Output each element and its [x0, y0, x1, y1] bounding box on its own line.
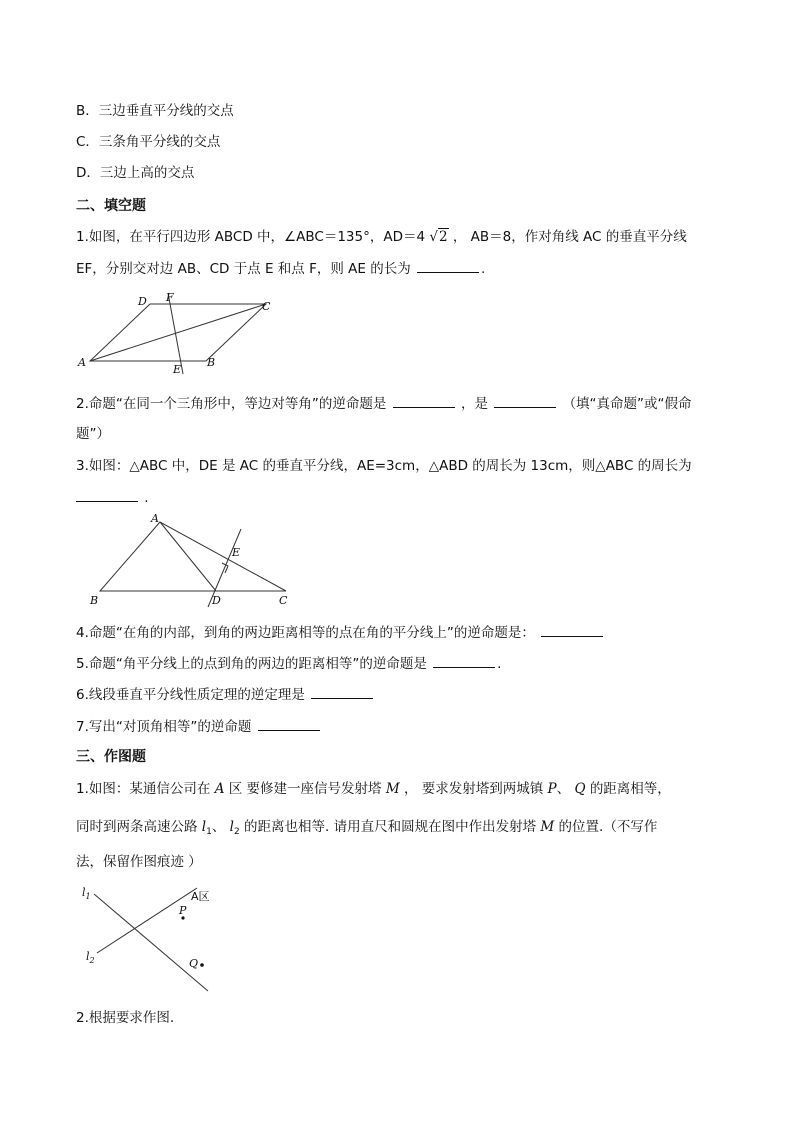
answer-blank[interactable] — [417, 258, 479, 273]
question-text: EF，分别交对边 AB、CD 于点 E 和点 F，则 AE 的长为 — [76, 261, 411, 277]
point-label-e: E — [173, 363, 182, 376]
question-text: 的距离也相等. 请用直尺和圆规在图中作出发射塔 — [244, 819, 537, 835]
question-7 — [76, 716, 322, 737]
question-text: 、 — [211, 819, 226, 835]
vertex-label-b: B — [90, 594, 99, 607]
question-3-line-1: 3.如图：△ABC 中，DE 是 AC 的垂直平分线，AE=3cm，△ABD 的周长为 13cm，则△ABC 的周长为 — [76, 458, 692, 474]
answer-blank[interactable] — [311, 684, 373, 699]
road-label-l2: $l_2$ — [86, 950, 95, 965]
math-var-p: P — [547, 781, 557, 797]
answer-blank[interactable] — [494, 393, 556, 408]
question-text: 5.命题“角平分线上的点到角的两边的距离相等”的逆命题是 — [76, 656, 427, 672]
option-d: D．三边上高的交点 — [76, 165, 195, 181]
question-text: ，是 — [460, 396, 488, 412]
option-c: C．三条角平分线的交点 — [76, 134, 221, 150]
question-text: 区 要修建一座信号发射塔 — [228, 781, 382, 797]
question-4 — [76, 622, 605, 643]
point-q — [200, 963, 204, 967]
math-var-a: A — [214, 781, 225, 797]
question-text: . — [481, 261, 486, 277]
answer-blank[interactable] — [541, 622, 603, 637]
question-text: 、 — [556, 781, 571, 797]
question-text: 的距离相等， — [589, 781, 671, 797]
triangle-figure — [76, 510, 306, 610]
answer-blank[interactable] — [433, 653, 495, 668]
question-2-line-2: 题”） — [76, 426, 110, 442]
question-text: 4.命题“在角的内部，到角的两边距离相等的点在角的平分线上”的逆命题是： — [76, 625, 535, 641]
question-text: . — [497, 656, 502, 672]
question-text: 7.写出“对顶角相等”的逆命题 — [76, 719, 252, 735]
diagonal-ac — [90, 304, 266, 361]
construction-question-1-line-3: 法，保留作图痕迹 ） — [76, 854, 202, 870]
math-var-q: Q — [574, 781, 586, 797]
option-b: B．三边垂直平分线的交点 — [76, 103, 234, 119]
point-label-d: D — [212, 594, 221, 607]
vertex-label-a: A — [78, 356, 86, 369]
roads-figure — [76, 880, 226, 1000]
segment-ad — [160, 522, 216, 591]
construction-question-2: 2.根据要求作图. — [76, 1010, 175, 1026]
question-text: ， 要求发射塔到两城镇 — [403, 781, 544, 797]
question-2-line-1 — [76, 393, 692, 414]
section-heading-fill-blank: 二、填空题 — [76, 198, 146, 214]
section-heading-construction: 三、作图题 — [76, 749, 146, 765]
vertex-label-d: D — [138, 295, 147, 308]
question-text: 的位置.（不写作 — [558, 819, 658, 835]
question-text: 6.线段垂直平分线性质定理的逆定理是 — [76, 687, 305, 703]
subscript: 1 — [206, 827, 212, 837]
triangle-abc — [100, 522, 286, 591]
zone-label-a: A区 — [191, 890, 210, 903]
question-1-line-2 — [76, 258, 485, 279]
parallelogram-figure — [76, 288, 286, 378]
math-var-m: M — [540, 819, 555, 835]
answer-blank[interactable] — [393, 393, 455, 408]
math-var-l: l — [201, 819, 207, 835]
sqrt-radicand: 2 — [438, 229, 448, 245]
point-label-f: F — [166, 291, 174, 304]
question-text: 1.如图，在平行四边形 ABCD 中，∠ABC＝135°，AD＝4 — [76, 229, 426, 245]
answer-blank[interactable] — [258, 716, 320, 731]
road-l2 — [97, 888, 197, 953]
question-text: ， AB＝8，作对角线 AC 的垂直平分线 — [452, 229, 687, 245]
point-label-q: Q — [189, 957, 199, 970]
question-text: 2.命题“在同一个三角形中，等边对等角”的逆命题是 — [76, 396, 387, 412]
math-var-l: l — [229, 819, 234, 835]
bisector-ef — [168, 293, 183, 374]
question-6 — [76, 684, 375, 705]
construction-question-1-line-1 — [76, 779, 671, 799]
vertex-label-c: C — [262, 300, 271, 313]
point-label-e: E — [232, 546, 241, 559]
vertex-label-a: A — [151, 512, 159, 525]
subscript: 2 — [233, 827, 240, 837]
question-1-line-1 — [76, 227, 687, 247]
answer-blank[interactable] — [76, 487, 138, 502]
vertex-label-c: C — [279, 594, 288, 607]
math-var-m: M — [385, 781, 400, 797]
question-5 — [76, 653, 501, 674]
question-text: 同时到两条高速公路 — [76, 819, 198, 835]
question-text: 1.如图：某通信公司在 — [76, 781, 211, 797]
question-text: . — [144, 490, 149, 506]
point-label-p: P — [179, 904, 187, 917]
vertex-label-b: B — [207, 356, 216, 369]
sqrt-expression: √2 — [429, 229, 448, 245]
construction-question-1-line-2 — [76, 817, 657, 842]
question-text: （填“真命题”或“假命 — [562, 396, 692, 412]
road-l1 — [94, 894, 208, 991]
road-label-l1: $l_1$ — [82, 886, 91, 901]
question-3-line-2 — [76, 487, 149, 508]
